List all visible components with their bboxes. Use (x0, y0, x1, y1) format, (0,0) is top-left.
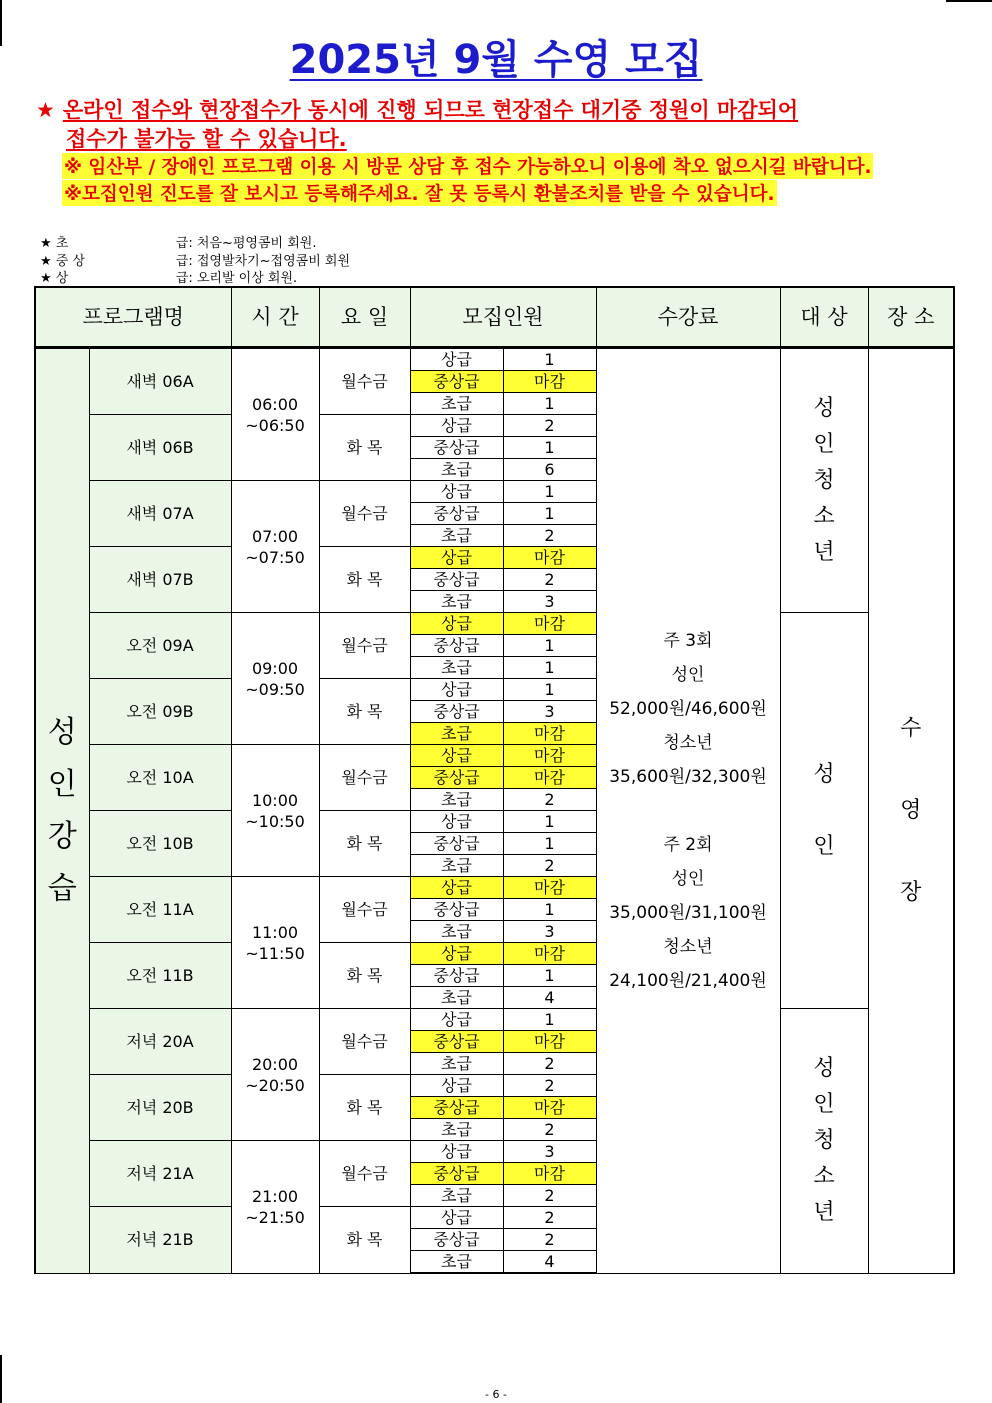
stack-line: 35,600원/32,300원 (609, 766, 767, 787)
day-cell: 화 목 (319, 547, 410, 613)
level-legend-intermediate: ★ 중 상 급: 접영발차기~접영콤비 회원 (40, 254, 351, 269)
table-row (35, 348, 954, 371)
time-start: 21:00 (251, 1186, 299, 1206)
time-cell (231, 481, 319, 613)
header-program: 프로그램명 (35, 287, 231, 348)
level-name: 중상급 (410, 371, 503, 393)
program-name: 새벽 06B (89, 415, 231, 481)
time-cell (231, 1009, 319, 1141)
level-name: 중상급 (410, 899, 503, 921)
program-name: 오전 11A (89, 877, 231, 943)
stack-line: 주 2회 (663, 834, 713, 855)
level-name: 초급 (410, 789, 503, 811)
program-name: 오전 09B (89, 679, 231, 745)
day-cell: 월수금 (319, 481, 410, 547)
level-name: 초급 (410, 1185, 503, 1207)
stack-line: 청 (813, 467, 835, 493)
level-count: 1 (503, 899, 596, 921)
level-count: 마감 (503, 1031, 596, 1053)
level-name: 상급 (410, 943, 503, 965)
level-name: 상급 (410, 745, 503, 767)
stack-line: 소 (813, 1163, 835, 1189)
level-count: 1 (503, 833, 596, 855)
level-name: 중상급 (410, 569, 503, 591)
page-number: - 6 - (485, 1388, 507, 1401)
table-row (35, 613, 954, 635)
stack-line: 성 (813, 1055, 835, 1081)
level-count: 마감 (503, 745, 596, 767)
stack-line: 주 3회 (663, 630, 713, 651)
stack-line: 24,100원/21,400원 (609, 970, 767, 991)
day-cell: 화 목 (319, 1207, 410, 1274)
table-row (35, 1009, 954, 1031)
stack-line: 년 (813, 539, 835, 565)
page-title: 2025년 9월 수영 모집 (289, 37, 703, 83)
level-count: 1 (503, 679, 596, 701)
stack-line: 성 (47, 714, 77, 750)
level-name: 중상급 (410, 833, 503, 855)
level-name: 중상급 (410, 437, 503, 459)
time-end: ~20:50 (245, 1075, 305, 1095)
day-cell: 화 목 (319, 943, 410, 1009)
day-cell: 화 목 (319, 811, 410, 877)
time-end: ~21:50 (245, 1207, 305, 1227)
level-name: 상급 (410, 877, 503, 899)
level-name: 중상급 (410, 1031, 503, 1053)
table-body (35, 348, 954, 1274)
header-time: 시 간 (231, 287, 319, 348)
level-count: 1 (503, 481, 596, 503)
notice-line-3: ※ 임산부 / 장애인 프로그램 이용 시 방문 상담 후 접수 가능하오니 이용에 착오 없으시길 바랍니다. (62, 153, 873, 179)
level-count: 1 (503, 393, 596, 415)
level-count: 마감 (503, 943, 596, 965)
stack-line: 청 (813, 1127, 835, 1153)
star-icon: ★ (36, 98, 55, 122)
level-name: 중상급 (410, 701, 503, 723)
level-count: 2 (503, 1185, 596, 1207)
level-name: 상급 (410, 547, 503, 569)
level-name: 상급 (410, 481, 503, 503)
program-name: 새벽 07B (89, 547, 231, 613)
time-start: 11:00 (251, 922, 299, 942)
header-fee: 수강료 (596, 287, 780, 348)
place-cell (868, 348, 954, 1274)
target-cell-group3 (780, 1009, 868, 1274)
level-name: 상급 (410, 1009, 503, 1031)
target-cell-group2 (780, 613, 868, 1009)
level-count: 마감 (503, 613, 596, 635)
level-count: 3 (503, 921, 596, 943)
stack-line (781, 793, 868, 829)
stack-line: 강 (47, 818, 77, 854)
crop-mark-top-right (946, 0, 992, 2)
level-name: 상급 (410, 613, 503, 635)
time-start: 07:00 (251, 526, 299, 546)
level-count: 마감 (503, 1097, 596, 1119)
notice-line-4: ※모집인원 진도를 잘 보시고 등록해주세요. 잘 못 등록시 환불조치를 받을 수 있습니다. (62, 180, 777, 206)
time-cell (231, 745, 319, 877)
level-count: 마감 (503, 723, 596, 745)
level-name: 중상급 (410, 635, 503, 657)
level-name: 중상급 (410, 965, 503, 987)
level-count: 마감 (503, 371, 596, 393)
level-count: 3 (503, 1141, 596, 1163)
time-end: ~11:50 (245, 943, 305, 963)
level-name: 초급 (410, 591, 503, 613)
day-cell: 월수금 (319, 1141, 410, 1207)
day-cell: 월수금 (319, 348, 410, 415)
level-name: 상급 (410, 415, 503, 437)
day-cell: 월수금 (319, 877, 410, 943)
stack-line: 년 (813, 1199, 835, 1225)
level-name: 상급 (410, 811, 503, 833)
stack-line: 성 (813, 395, 835, 421)
level-name: 중상급 (410, 767, 503, 789)
level-count: 2 (503, 1229, 596, 1251)
level-name: 상급 (410, 1207, 503, 1229)
stack-line: 인 (813, 431, 835, 457)
stack-line: 습 (47, 870, 77, 906)
schedule-table (34, 286, 955, 1274)
header-recruit: 모집인원 (410, 287, 596, 348)
fee-cell (596, 348, 780, 1274)
program-name: 오전 10B (89, 811, 231, 877)
program-name: 저녁 20B (89, 1075, 231, 1141)
level-name: 중상급 (410, 1097, 503, 1119)
level-name: 초급 (410, 1053, 503, 1075)
level-count: 1 (503, 1009, 596, 1031)
day-cell: 화 목 (319, 1075, 410, 1141)
level-count: 마감 (503, 877, 596, 899)
stack-line: 성인 (671, 664, 705, 685)
level-name: 초급 (410, 1251, 503, 1274)
level-name: 초급 (410, 987, 503, 1009)
time-start: 20:00 (251, 1054, 299, 1074)
level-count: 1 (503, 657, 596, 679)
level-count: 1 (503, 811, 596, 833)
category-cell (35, 348, 89, 1274)
level-name: 초급 (410, 459, 503, 481)
level-count: 1 (503, 965, 596, 987)
day-cell: 월수금 (319, 1009, 410, 1075)
day-cell: 화 목 (319, 415, 410, 481)
level-name: 초급 (410, 921, 503, 943)
time-end: ~10:50 (245, 811, 305, 831)
level-count: 마감 (503, 547, 596, 569)
level-count: 2 (503, 1119, 596, 1141)
level-count: 2 (503, 1207, 596, 1229)
level-count: 1 (503, 348, 596, 371)
time-start: 06:00 (251, 394, 299, 414)
level-count: 2 (503, 569, 596, 591)
stack-line (597, 794, 780, 828)
stack-line: 인 (813, 833, 835, 859)
level-name: 상급 (410, 1075, 503, 1097)
level-count: 2 (503, 855, 596, 877)
time-end: ~07:50 (245, 547, 305, 567)
stack-line: 수 (900, 715, 922, 741)
program-name: 새벽 06A (89, 348, 231, 415)
level-name: 초급 (410, 525, 503, 547)
star-icon: ★ (40, 254, 52, 269)
table-header-row (35, 287, 954, 348)
program-name: 저녁 21A (89, 1141, 231, 1207)
day-cell: 화 목 (319, 679, 410, 745)
time-start: 10:00 (251, 790, 299, 810)
level-name: 초급 (410, 657, 503, 679)
level-count: 2 (503, 415, 596, 437)
level-count: 2 (503, 525, 596, 547)
time-start: 09:00 (251, 658, 299, 678)
level-count: 3 (503, 591, 596, 613)
level-legend-beginner: ★ 초 급: 처음~평영콤비 회원. (40, 236, 317, 251)
time-cell (231, 348, 319, 481)
notice-line-2: 접수가 불가능 할 수 있습니다. (66, 127, 347, 151)
program-name: 새벽 07A (89, 481, 231, 547)
stack-line: 성 (813, 761, 835, 787)
level-name: 초급 (410, 855, 503, 877)
time-cell (231, 613, 319, 745)
program-name: 오전 10A (89, 745, 231, 811)
stack-line: 52,000원/46,600원 (609, 698, 767, 719)
level-count: 마감 (503, 767, 596, 789)
time-cell (231, 877, 319, 1009)
time-cell (231, 1141, 319, 1274)
level-name: 중상급 (410, 1229, 503, 1251)
level-legend-advanced: ★ 상 급: 오리발 이상 회원. (40, 271, 298, 286)
day-cell: 월수금 (319, 745, 410, 811)
header-target: 대 상 (780, 287, 868, 348)
target-cell-group1 (780, 348, 868, 613)
program-name: 저녁 20A (89, 1009, 231, 1075)
time-end: ~06:50 (245, 415, 305, 435)
level-name: 중상급 (410, 1163, 503, 1185)
stack-line: 영 (900, 797, 922, 823)
level-name: 초급 (410, 1119, 503, 1141)
time-end: ~09:50 (245, 679, 305, 699)
stack-line: 청소년 (663, 936, 713, 957)
notice-line-1: ★ 온라인 접수와 현장접수가 동시에 진행 되므로 현장접수 대기중 정원이 마감되어 (36, 98, 799, 122)
level-name: 상급 (410, 679, 503, 701)
level-count: 2 (503, 1075, 596, 1097)
level-count: 1 (503, 503, 596, 525)
level-count: 2 (503, 789, 596, 811)
header-place: 장 소 (868, 287, 954, 348)
stack-line: 장 (900, 879, 922, 905)
program-name: 저녁 21B (89, 1207, 231, 1274)
star-icon: ★ (40, 271, 52, 286)
level-count: 6 (503, 459, 596, 481)
level-name: 초급 (410, 723, 503, 745)
level-name: 상급 (410, 348, 503, 371)
stack-line: 소 (813, 503, 835, 529)
level-name: 초급 (410, 393, 503, 415)
stack-line: 청소년 (663, 732, 713, 753)
stack-line: 성인 (671, 868, 705, 889)
stack-line: 인 (47, 766, 77, 802)
level-name: 상급 (410, 1141, 503, 1163)
level-count: 1 (503, 635, 596, 657)
day-cell: 월수금 (319, 613, 410, 679)
level-count: 3 (503, 701, 596, 723)
program-name: 오전 11B (89, 943, 231, 1009)
program-name: 오전 09A (89, 613, 231, 679)
level-count: 마감 (503, 1163, 596, 1185)
header-day: 요 일 (319, 287, 410, 348)
stack-line: 인 (813, 1091, 835, 1117)
stack-line: 35,000원/31,100원 (609, 902, 767, 923)
level-count: 1 (503, 437, 596, 459)
level-count: 4 (503, 987, 596, 1009)
level-name: 중상급 (410, 503, 503, 525)
level-count: 4 (503, 1251, 596, 1274)
level-count: 2 (503, 1053, 596, 1075)
star-icon: ★ (40, 236, 52, 251)
